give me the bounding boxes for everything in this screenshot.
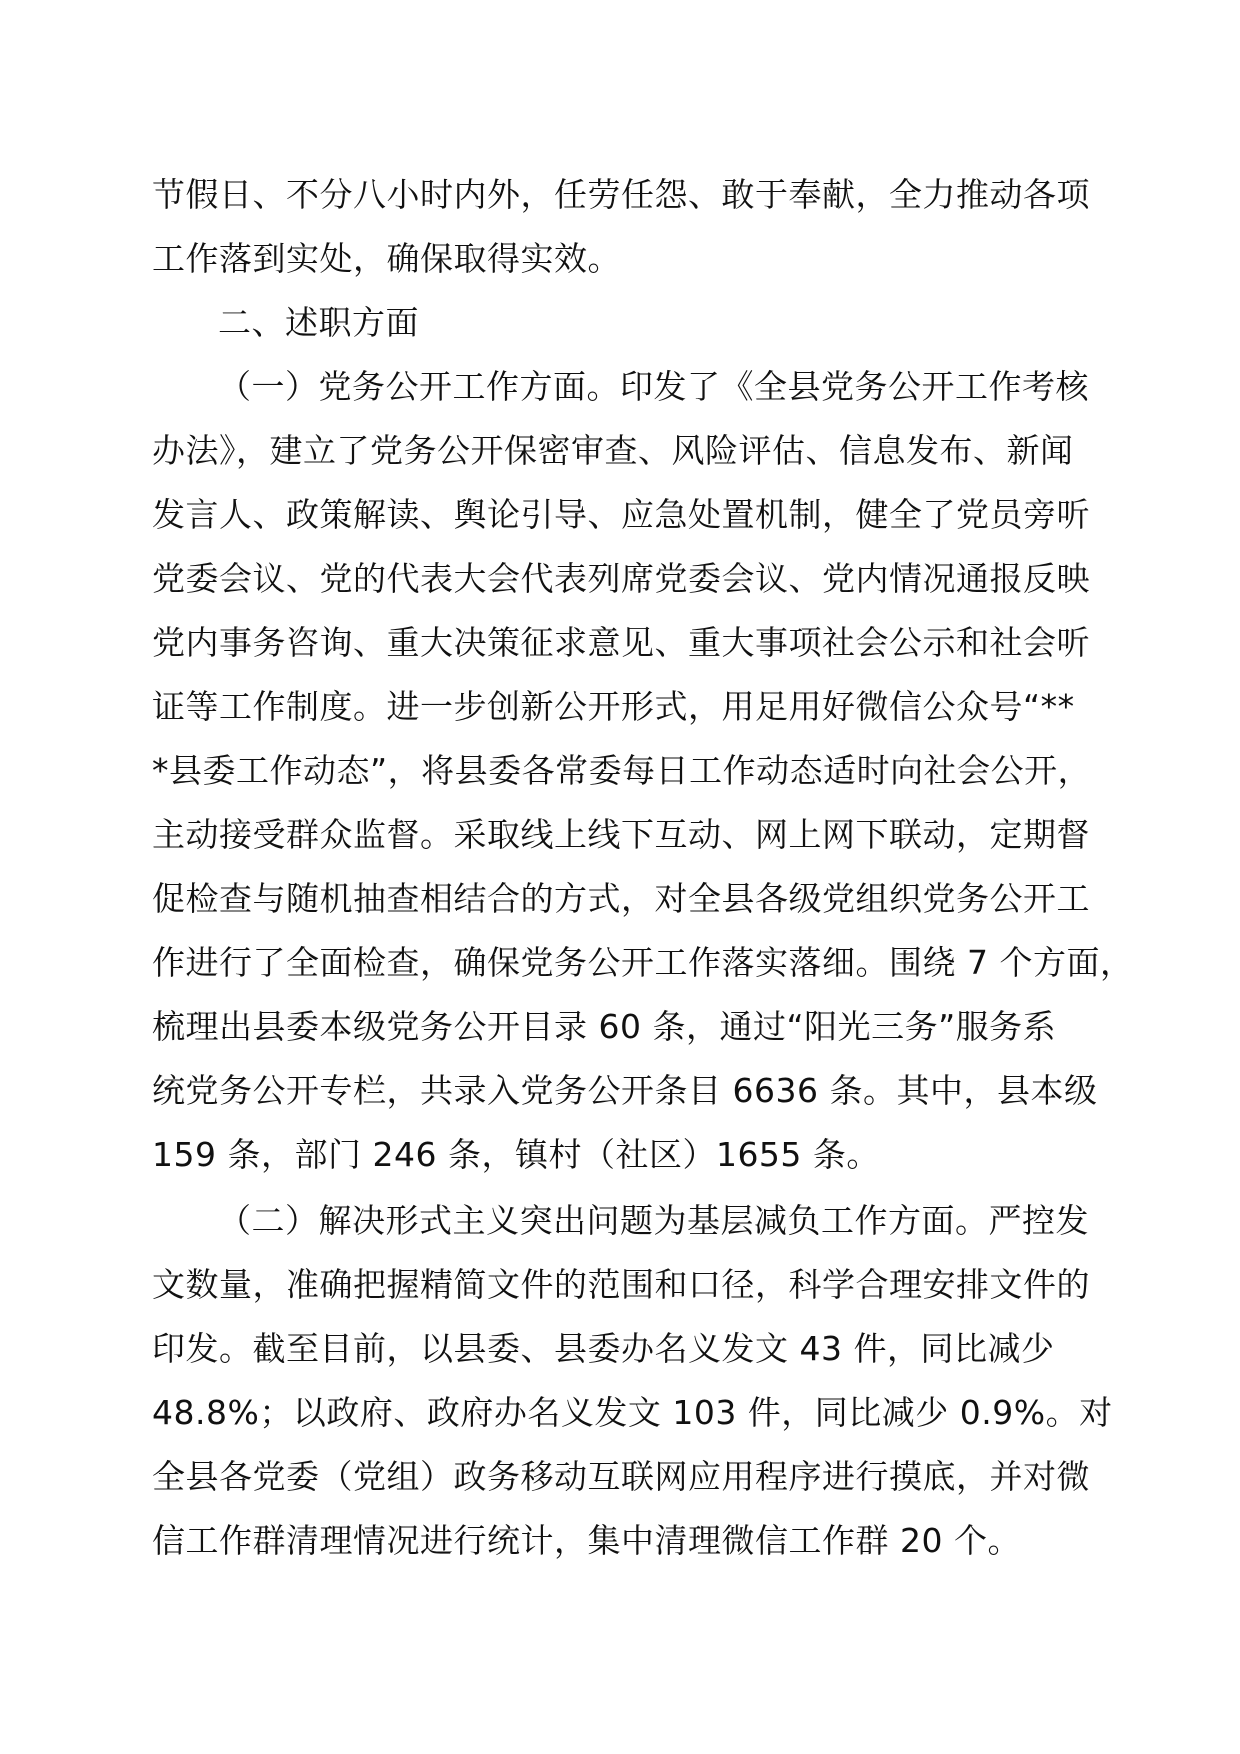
- text-line: 证等工作制度。进一步创新公开形式，用足用好微信公众号“**: [152, 687, 1075, 726]
- text-line: 党委会议、党的代表大会代表列席党委会议、党内情况通报反映: [152, 559, 1090, 598]
- text-line: 梳理出县委本级党务公开目录 60 条，通过“阳光三务”服务系: [152, 1007, 1057, 1046]
- text-line: 党内事务咨询、重大决策征求意见、重大事项社会公示和社会听: [152, 623, 1090, 662]
- text-line: 全县各党委（党组）政务移动互联网应用程序进行摸底，并对微: [152, 1457, 1090, 1496]
- text-line: 信工作群清理情况进行统计，集中清理微信工作群 20 个。: [152, 1521, 1021, 1560]
- text-line: 办法》，建立了党务公开保密审查、风险评估、信息发布、新闻: [152, 431, 1074, 470]
- subsection-heading-line: （二）解决形式主义突出问题为基层减负工作方面。严控发: [218, 1201, 1089, 1240]
- text-line: 159 条，部门 246 条，镇村（社区）1655 条。: [152, 1135, 880, 1174]
- text-line: 节假日、不分八小时内外，任劳任怨、敢于奉献，全力推动各项: [152, 175, 1090, 214]
- text-line: 印发。截至目前，以县委、县委办名义发文 43 件，同比减少: [152, 1329, 1055, 1368]
- text-line: *县委工作动态”，将县委各常委每日工作动态适时向社会公开，: [152, 751, 1092, 790]
- text-line: 主动接受群众监督。采取线上线下互动、网上网下联动，定期督: [152, 815, 1090, 854]
- text-line: 促检查与随机抽查相结合的方式，对全县各级党组织党务公开工: [152, 879, 1090, 918]
- text-line: 统党务公开专栏，共录入党务公开条目 6636 条。其中，县本级: [152, 1071, 1098, 1110]
- text-line: 发言人、政策解读、舆论引导、应急处置机制，健全了党员旁听: [152, 495, 1090, 534]
- text-line: 文数量，准确把握精简文件的范围和口径，科学合理安排文件的: [152, 1265, 1090, 1304]
- subsection-heading-line: （一）党务公开工作方面。印发了《全县党务公开工作考核: [218, 367, 1089, 406]
- text-line: 48.8%；以政府、政府办名义发文 103 件，同比减少 0.9%。对: [152, 1393, 1113, 1432]
- text-line: 工作落到实处，确保取得实效。: [152, 239, 621, 278]
- text-line: 作进行了全面检查，确保党务公开工作落实落细。围绕 7 个方面，: [152, 943, 1134, 982]
- section-heading: 二、述职方面: [218, 303, 419, 342]
